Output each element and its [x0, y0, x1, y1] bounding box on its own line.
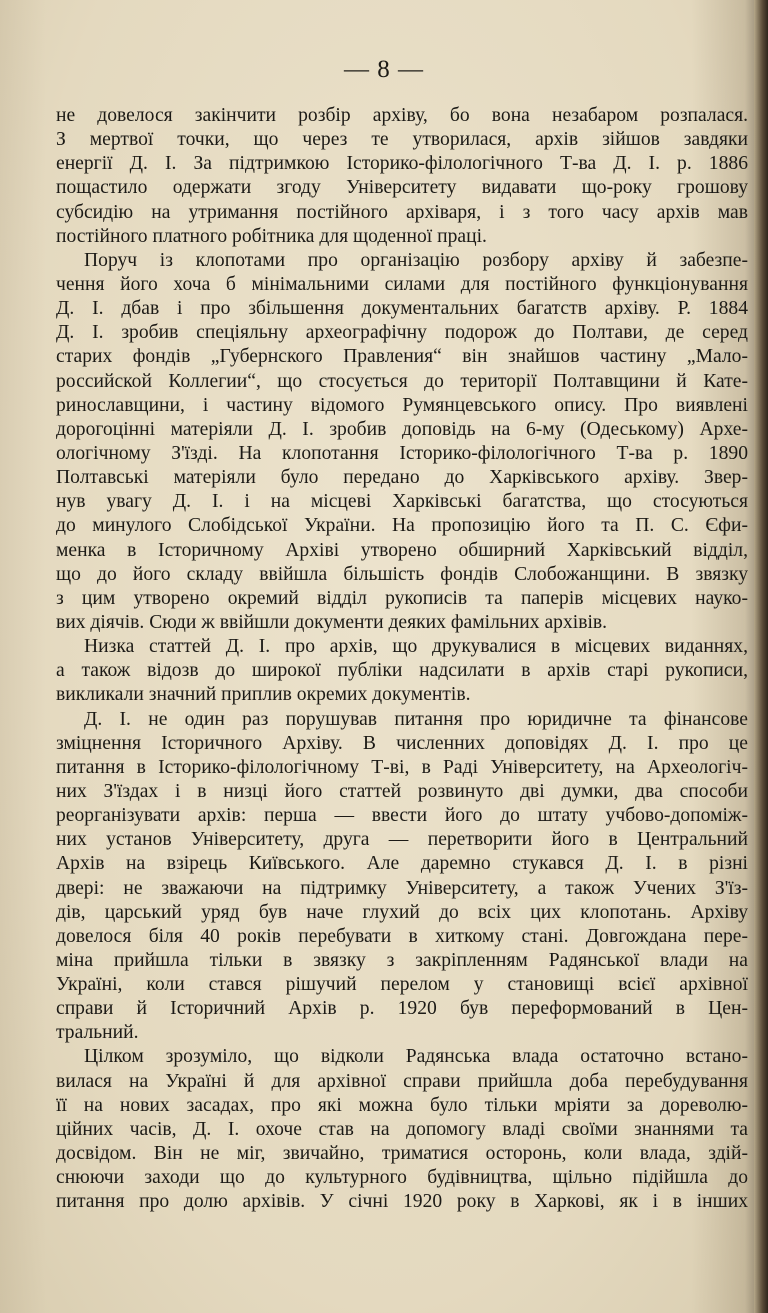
text-line: з цим утворено окремий відділ рукописів та паперів місцевих науко- [56, 587, 748, 609]
text-line: міна прийшла тільки в звязку з закріпленням Радянської влади на [56, 949, 748, 971]
text-line: ологічному З'їзді. На клопотання Історико-філологічного Т-ва р. 1890 [56, 442, 748, 464]
text-line: старих фондів „Губернского Правления“ він знайшов частину „Мало- [56, 346, 748, 368]
text-line: Д. І. не один раз порушував питання про юридичне та фінансове [84, 708, 748, 730]
paragraph [56, 249, 748, 635]
text-line: тральний. [56, 1022, 139, 1044]
text-line: постійного платного робітника для щоденної праці. [56, 225, 487, 247]
text-line: Низка статтей Д. І. про архів, що друкувалися в місцевих виданнях, [84, 636, 748, 658]
text-line: викликали значний приплив окремих документів. [56, 684, 471, 706]
paragraph [56, 104, 748, 249]
text-line: енергії Д. І. За підтримкою Історико-філологічного Т-ва Д. І. р. 1886 [56, 153, 748, 175]
text-line: Україні, коли стався рішучий перелом у становищі всієї архівної [56, 974, 748, 996]
book-spine-shadow [754, 0, 768, 1313]
text-line: Д. І. зробив спеціяльну археографічну подорож до Полтави, де серед [56, 322, 748, 344]
paragraph [56, 708, 748, 1046]
text-line: вих діячів. Сюди ж ввійшли документи деяких фамільних архівів. [56, 611, 608, 633]
text-line: а також відозв до широкої публіки надсилати в архів старі рукописи, [56, 660, 748, 682]
text-line: справи й Історичний Архів р. 1920 був переформований в Цен- [56, 998, 748, 1020]
text-line: реорганізувати архів: перша — ввести його до штату учбово-допоміж- [56, 805, 748, 827]
text-line: субсидію на утримання постійного архіваря, і з того часу архів мав [56, 201, 748, 223]
text-line: довелося біля 40 років перебувати в хиткому стані. Довгождана пере- [56, 925, 748, 947]
paragraph [56, 1045, 748, 1214]
text-line: снюючи заходи що до культурного будівництва, щільно підійшла до [56, 1167, 748, 1189]
text-line: Цілком зрозуміло, що відколи Радянська влада остаточно встано- [84, 1046, 748, 1068]
paragraph [56, 635, 748, 707]
text-line: них З'їздах і в низці його статтей розвинуто дві думки, два способи [56, 780, 748, 802]
text-line: Архів на взірець Київського. Але даремно стукався Д. І. в різні [56, 853, 748, 875]
text-line: її на нових засадах, про які можна було тільки мріяти за дореволю- [56, 1094, 748, 1116]
text-line: Полтавські матеріяли було передано до Харківського архіву. Звер- [56, 467, 748, 489]
text-line: чення його хоча б мінімальними силами для постійного функціонування [56, 273, 748, 295]
text-line: двері: не зважаючи на підтримку Університету, а також Учених З'їз- [56, 877, 748, 899]
text-line: дів, царський уряд був наче глухий до всіх цих клопотань. Архіву [56, 901, 748, 923]
text-line: пощастило одержати згоду Університету видавати що-року грошову [56, 177, 748, 199]
text-line: зміцнення Історичного Архіву. В численних доповідях Д. І. про це [56, 732, 748, 754]
text-line: менка в Історичному Архіві утворено обширний Харківський відділ, [56, 539, 748, 561]
text-line: вилася на Україні й для архівної справи прийшла доба перебудування [56, 1070, 748, 1092]
text-line: российской Коллегии“, що стосується до території Полтавщини й Кате- [56, 370, 748, 392]
body-text [56, 104, 748, 1214]
text-line: досвідом. Він не міг, звичайно, триматися осторонь, коли влада, здій- [56, 1143, 748, 1165]
text-line: питання про долю архівів. У січні 1920 року в Харкові, як і в інших [56, 1191, 748, 1213]
text-line: дорогоцінні матеріяли Д. І. зробив доповідь на 6-му (Одеському) Архе- [56, 418, 748, 440]
text-line: Д. І. дбав і про збільшення документальних багатств архіву. Р. 1884 [56, 298, 748, 320]
text-line: нув увагу Д. І. і на місцеві Харківські багатства, що стосуються [56, 491, 748, 513]
text-line: питання в Історико-філологічному Т-ві, в Раді Університету, на Археологіч- [56, 756, 748, 778]
text-line: до минулого Слобідської України. На пропозицію його та П. С. Єфи- [56, 515, 748, 537]
text-line: ринославщини, і частину відомого Румянцевського опису. Про виявлені [56, 394, 748, 416]
text-line: ційних часів, Д. І. охоче став на допомогу владі своїми знаннями та [56, 1118, 748, 1140]
page-number: — 8 — [344, 56, 424, 83]
text-line: них установ Університету, друга — перетворити його в Центральний [56, 829, 748, 851]
text-line: що до його складу ввійшла більшість фондів Слобожанщини. В звязку [56, 563, 748, 585]
text-line: не довелося закінчити розбір архіву, бо вона незабаром розпалася. [56, 105, 748, 126]
text-line: Поруч із клопотами про організацію розбору архіву й забезпе- [84, 249, 748, 271]
text-line: З мертвої точки, що через те утворилася, архів зійшов завдяки [56, 129, 748, 151]
